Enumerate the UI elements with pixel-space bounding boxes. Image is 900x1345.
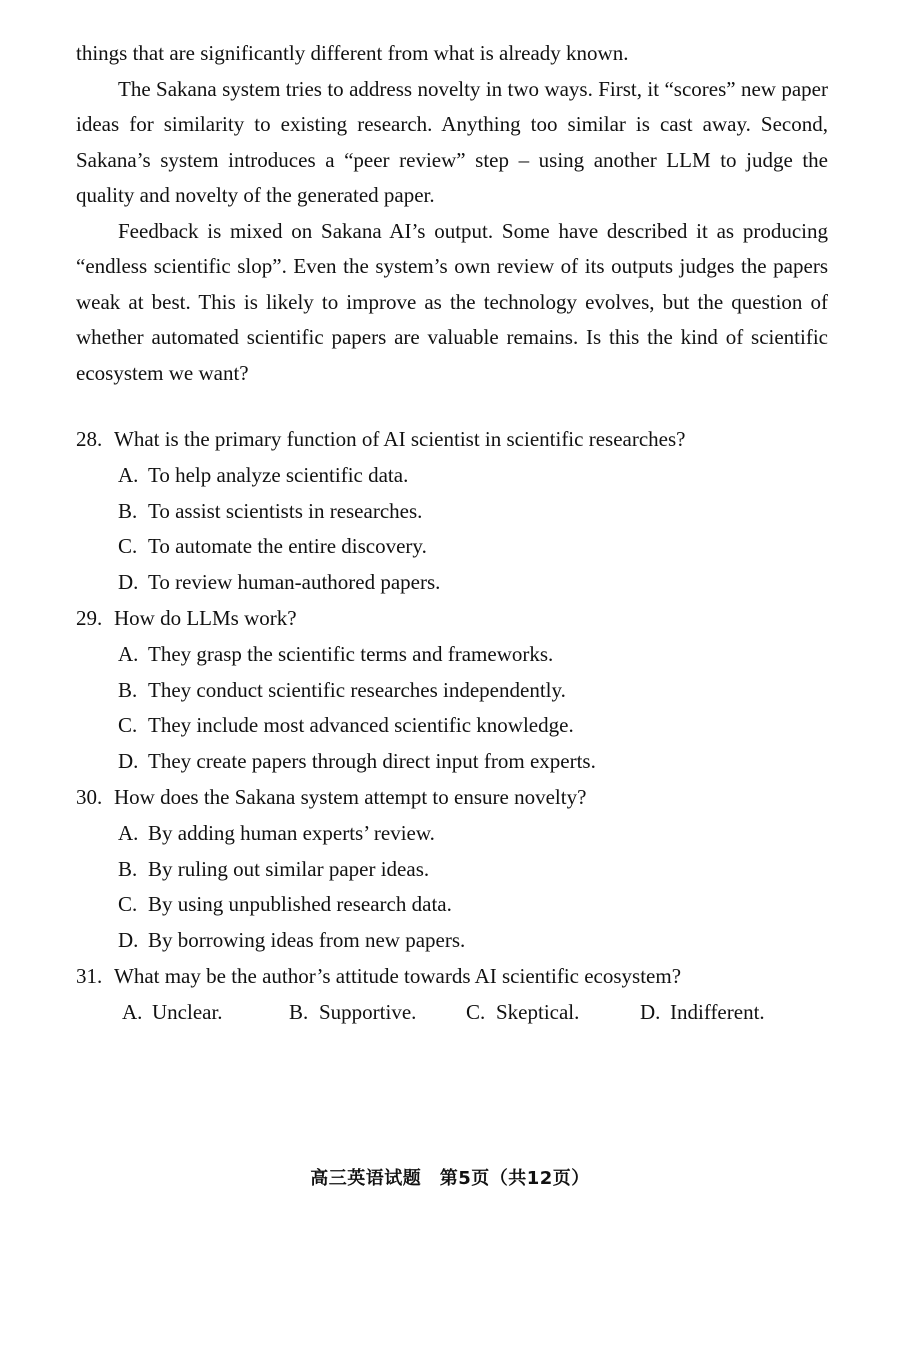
question-stem — [76, 601, 836, 637]
option-text: To assist scientists in researches. — [148, 498, 423, 523]
option-text: They create papers through direct input from experts. — [148, 749, 596, 774]
option-text: Skeptical. — [496, 999, 580, 1024]
question-31 — [76, 959, 836, 1031]
option-text: To automate the entire discovery. — [148, 534, 427, 559]
question-list — [76, 422, 836, 1031]
option-b — [76, 852, 836, 888]
option-b — [289, 995, 466, 1031]
option-text: Unclear. — [152, 999, 223, 1024]
option-b — [76, 494, 836, 530]
option-letter: D. — [118, 928, 139, 953]
option-text: By adding human experts’ review. — [148, 820, 435, 845]
page-footer: 高三英语试题 第5页（共12页） — [310, 1168, 590, 1189]
option-text: They grasp the scientific terms and frameworks. — [148, 641, 554, 666]
option-letter: D. — [640, 999, 661, 1024]
option-letter: C. — [118, 713, 138, 738]
option-text: To review human-authored papers. — [148, 570, 441, 595]
option-text: By borrowing ideas from new papers. — [148, 928, 466, 953]
option-letter: C. — [118, 534, 138, 559]
question-stem — [76, 422, 836, 458]
question-30 — [76, 780, 836, 959]
option-letter: A. — [122, 999, 143, 1024]
option-letter: B. — [118, 677, 138, 702]
option-letter: A. — [118, 641, 139, 666]
question-number: 29. — [76, 605, 103, 630]
option-letter: D. — [118, 749, 139, 774]
question-number: 31. — [76, 963, 103, 988]
question-text: What may be the author’s attitude towards AI scientific ecosystem? — [114, 963, 682, 988]
option-a — [122, 995, 289, 1031]
question-text: What is the primary function of AI scientist in scientific researches? — [114, 427, 686, 451]
reading-passage — [76, 36, 828, 391]
option-letter: B. — [289, 999, 309, 1024]
option-c — [76, 887, 836, 923]
option-text: They conduct scientific researches independently. — [148, 677, 566, 702]
option-a — [76, 637, 836, 673]
option-text: By ruling out similar paper ideas. — [148, 856, 430, 881]
question-stem — [76, 959, 836, 995]
option-text: To help analyze scientific data. — [148, 462, 409, 487]
question-28 — [76, 422, 836, 601]
passage-paragraph: Feedback is mixed on Sakana AI’s output. Some have described it as producing “endless scientific slop”. Even the system’s own review of its outputs judges the papers weak at best. This is likely to improve as the technology evolves, but the question of whether automated scientific papers are valuable remains. Is this the kind of scientific ecosystem we want? — [76, 218, 828, 385]
passage-paragraph: The Sakana system tries to address novelty in two ways. First, it “scores” new paper ideas for similarity to existing research. Anything too similar is cast away. Second, Sakana’s system introduces a “peer review” step – using another LLM to judge the quality and novelty of the generated paper. — [76, 76, 828, 207]
option-text: They include most advanced scientific knowledge. — [148, 713, 574, 738]
option-letter: C. — [118, 892, 138, 917]
question-text: How do LLMs work? — [114, 605, 297, 630]
option-d — [640, 995, 765, 1031]
option-text: Indifferent. — [670, 999, 765, 1024]
option-text: By using unpublished research data. — [148, 892, 452, 917]
option-row — [76, 995, 836, 1031]
option-letter: B. — [118, 856, 138, 881]
option-letter: D. — [118, 570, 139, 595]
option-c — [76, 708, 836, 744]
option-b — [76, 673, 836, 709]
option-letter: A. — [118, 462, 139, 487]
option-a — [76, 816, 836, 852]
option-d — [76, 565, 836, 601]
option-c — [76, 529, 836, 565]
question-number: 28. — [76, 427, 103, 451]
option-text: Supportive. — [319, 999, 417, 1024]
option-letter: A. — [118, 820, 139, 845]
option-c — [466, 995, 640, 1031]
option-a — [76, 458, 836, 494]
option-letter: C. — [466, 999, 486, 1024]
passage-paragraph: things that are significantly different from what is already known. — [76, 41, 629, 65]
question-text: How does the Sakana system attempt to ensure novelty? — [114, 784, 587, 809]
option-d — [76, 744, 836, 780]
option-letter: B. — [118, 498, 138, 523]
option-d — [76, 923, 836, 959]
question-number: 30. — [76, 784, 103, 809]
question-stem — [76, 780, 836, 816]
question-29 — [76, 601, 836, 780]
